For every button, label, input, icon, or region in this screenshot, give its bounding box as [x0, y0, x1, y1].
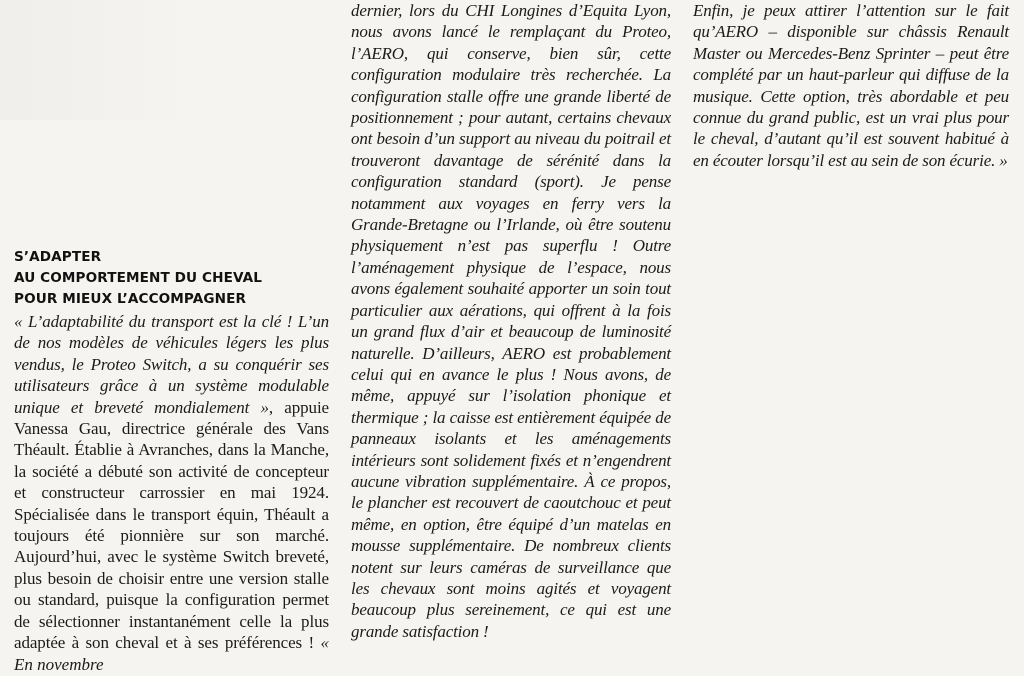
- article-column-3: [693, 0, 1009, 171]
- body-text: , appuie Vanessa Gau, directrice générale des Vans Théault. Établie à Avranches, dans la Manche, la société a débuté son activité de concepteur et constructeur carrossier en mai 1924. Spécialisée dans le transport équin, Théault a toujours été pionnière sur son marché. Aujourd’hui, avec le système Switch breveté, plus besoin de choisir entre une version stalle ou standard, puisque la configuration permet de sélectionner instantanément celle la plus adaptée à son cheval et à ses préférences !: [14, 397, 330, 653]
- heading-line-2: AU COMPORTEMENT DU CHEVAL: [14, 270, 263, 286]
- quote-text: « L’adaptabilité du transport est la clé ! L’un de nos modèles de véhicules légers les plus vendus, le Proteo Switch, a su conquérir ses utilisateurs grâce à un système modulable unique et breveté mondialement »: [14, 312, 329, 417]
- article-column-1: [14, 311, 329, 675]
- page-smudge: [0, 0, 200, 120]
- heading-line-3: POUR MIEUX L’ACCOMPAGNER: [14, 291, 247, 307]
- column-3-paragraph: Enfin, je peux attirer l’attention sur le fait qu’AERO – disponible sur châssis Renault Master ou Mercedes-Benz Sprinter – peut être complété par un haut-parleur qui diffuse de la musique. Cette option, très abordable et peu connue du grand public, est un vrai plus pour le cheval, d’autant qu’il est souvent habitué à en écouter lorsqu’il est au sein de son écurie. »: [693, 1, 1009, 170]
- column-2-paragraph: dernier, lors du CHI Longines d’Equita Lyon, nous avons lancé le remplaçant du Proteo, l’AERO, qui conserve, bien sûr, cette configuration modulaire très recherchée. La configuration stalle offre une grande liberté de positionnement ; pour autant, certains chevaux ont besoin d’un support au niveau du poitrail et trouveront davantage de sérénité dans la configuration standard (sport). Je pense notamment aux voyages en ferry vers la Grande-Bretagne ou l’Irlande, où être soutenu physiquement n’est pas superflu ! Outre l’aménagement physique de l’espace, nous avons également souhaité apporter un soin tout particulier aux aérations, qui offrent à la fois un grand flux d’air et beaucoup de luminosité naturelle. D’ailleurs, AERO est probablement celui qui en avance le plus ! Nous avons, de même, appuyé sur l’isolation phonique et thermique ; la caisse est entièrement équipée de panneaux isolants et les aménagements intérieurs sont solidement fixés et n’engendrent aucune vibration supplémentaire. À ce propos, le plancher est recouvert de caoutchouc et peut même, en option, être équipé d’un matelas en mousse supplémentaire. De nombreux clients notent sur leurs caméras de surveillance que les chevaux sont moins agités et voyagent beaucoup plus sereinement, ce qui est une grande satisfaction !: [351, 1, 671, 641]
- heading-line-1: S’ADAPTER: [14, 249, 102, 265]
- column-1-paragraph: [14, 311, 329, 675]
- quote-continuation: « En novembre: [14, 633, 329, 674]
- article-column-2: [351, 0, 671, 642]
- section-heading: [14, 247, 334, 310]
